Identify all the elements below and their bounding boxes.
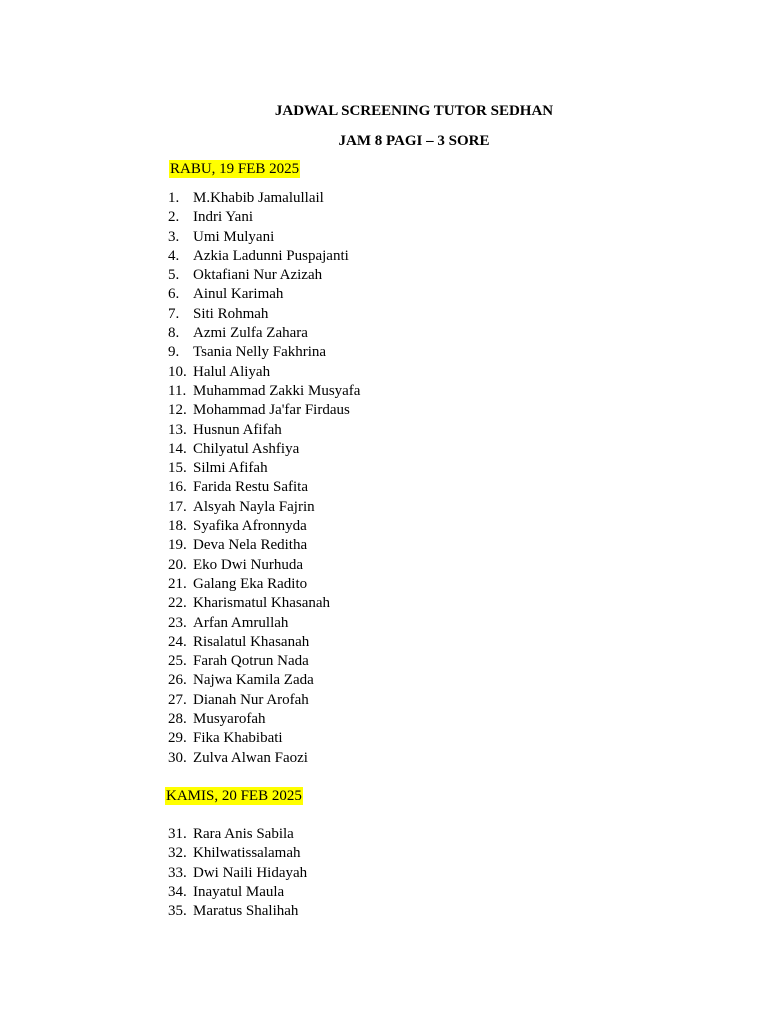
list-item-name: Ainul Karimah — [193, 286, 284, 303]
list-item-name: Dwi Naili Hidayah — [193, 864, 308, 881]
list-item-name: Alsyah Nayla Fajrin — [193, 498, 315, 515]
list-item-name: Eko Dwi Nurhuda — [193, 556, 303, 573]
list-item-number: 26. — [168, 672, 187, 689]
list-item-name: Silmi Afifah — [193, 460, 268, 477]
list-item-number: 14. — [168, 440, 187, 457]
list-item-name: Chilyatul Ashfiya — [193, 440, 300, 457]
list-item-number: 19. — [168, 537, 187, 554]
list-item-name: Azmi Zulfa Zahara — [193, 325, 308, 342]
list-item-number: 1. — [168, 190, 180, 206]
list-item-number: 12. — [168, 402, 187, 419]
section-day-heading: KAMIS, 20 FEB 2025 — [166, 788, 302, 804]
list-item-number: 10. — [168, 363, 187, 380]
list-item-number: 2. — [168, 209, 180, 226]
list-item-number: 31. — [168, 826, 187, 842]
list-item-number: 11. — [168, 382, 187, 399]
list-item-name: Arfan Amrullah — [193, 614, 289, 631]
list-item-number: 25. — [168, 653, 187, 670]
list-item-name: Farida Restu Safita — [193, 479, 308, 496]
list-item-name: Najwa Kamila Zada — [193, 672, 314, 689]
list-item-name: Farah Qotrun Nada — [193, 653, 309, 670]
list-item-name: Muhammad Zakki Musyafa — [193, 382, 361, 399]
list-item-name: Kharismatul Khasanah — [193, 595, 331, 612]
list-item-number: 22. — [168, 595, 187, 612]
list-item-number: 16. — [168, 479, 187, 496]
list-item-number: 7. — [168, 305, 180, 322]
list-item-name: Maratus Shalihah — [193, 903, 299, 920]
list-item-number: 6. — [168, 286, 180, 303]
list-item-number: 32. — [168, 845, 187, 862]
section-day-heading: RABU, 19 FEB 2025 — [170, 161, 300, 177]
list-item-name: Rara Anis Sabila — [193, 826, 294, 842]
list-item-number: 29. — [168, 730, 187, 747]
list-item-number: 27. — [168, 691, 187, 708]
list-item-number: 30. — [168, 749, 187, 766]
list-item-name: Azkia Ladunni Puspajanti — [193, 247, 349, 264]
list-item-name: Husnun Afifah — [193, 421, 282, 438]
list-item-number: 4. — [168, 247, 180, 264]
list-item-number: 21. — [168, 575, 187, 592]
list-item-name: M.Khabib Jamalullail — [193, 190, 324, 206]
list-item-name: Siti Rohmah — [193, 305, 269, 322]
list-item-name: Risalatul Khasanah — [193, 633, 310, 650]
list-item-number: 33. — [168, 864, 187, 881]
list-item-number: 35. — [168, 903, 187, 920]
list-item-name: Inayatul Maula — [193, 883, 285, 900]
list-item-number: 15. — [168, 460, 187, 477]
list-item-number: 5. — [168, 267, 180, 284]
list-item-number: 9. — [168, 344, 180, 361]
list-item-name: Mohammad Ja'far Firdaus — [193, 402, 350, 419]
list-item-name: Umi Mulyani — [193, 228, 275, 245]
list-item-name: Oktafiani Nur Azizah — [193, 267, 323, 284]
list-item-name: Syafika Afronnyda — [193, 518, 307, 535]
list-item-number: 20. — [168, 556, 187, 573]
list-item-name: Dianah Nur Arofah — [193, 691, 309, 708]
document-subtitle: JAM 8 PAGI – 3 SORE — [338, 133, 490, 149]
list-item-number: 17. — [168, 498, 187, 515]
list-item-name: Halul Aliyah — [193, 363, 271, 380]
document-title: JADWAL SCREENING TUTOR SEDHAN — [274, 103, 554, 119]
list-item-name: Khilwatissalamah — [193, 845, 301, 862]
list-item-name: Musyarofah — [193, 711, 266, 728]
list-item-number: 28. — [168, 711, 187, 728]
list-item-number: 23. — [168, 614, 187, 631]
list-item-name: Indri Yani — [193, 209, 254, 226]
list-item-number: 8. — [168, 325, 180, 342]
list-item-name: Deva Nela Reditha — [193, 537, 308, 554]
list-item-number: 18. — [168, 518, 187, 535]
list-item-number: 34. — [168, 883, 187, 900]
list-item-number: 24. — [168, 633, 187, 650]
list-item-name: Galang Eka Radito — [193, 575, 308, 592]
list-item-number: 13. — [168, 421, 187, 438]
list-item-name: Fika Khabibati — [193, 730, 283, 747]
list-item-number: 3. — [168, 228, 180, 245]
list-item-name: Tsania Nelly Fakhrina — [193, 344, 327, 361]
list-item-name: Zulva Alwan Faozi — [193, 749, 308, 766]
